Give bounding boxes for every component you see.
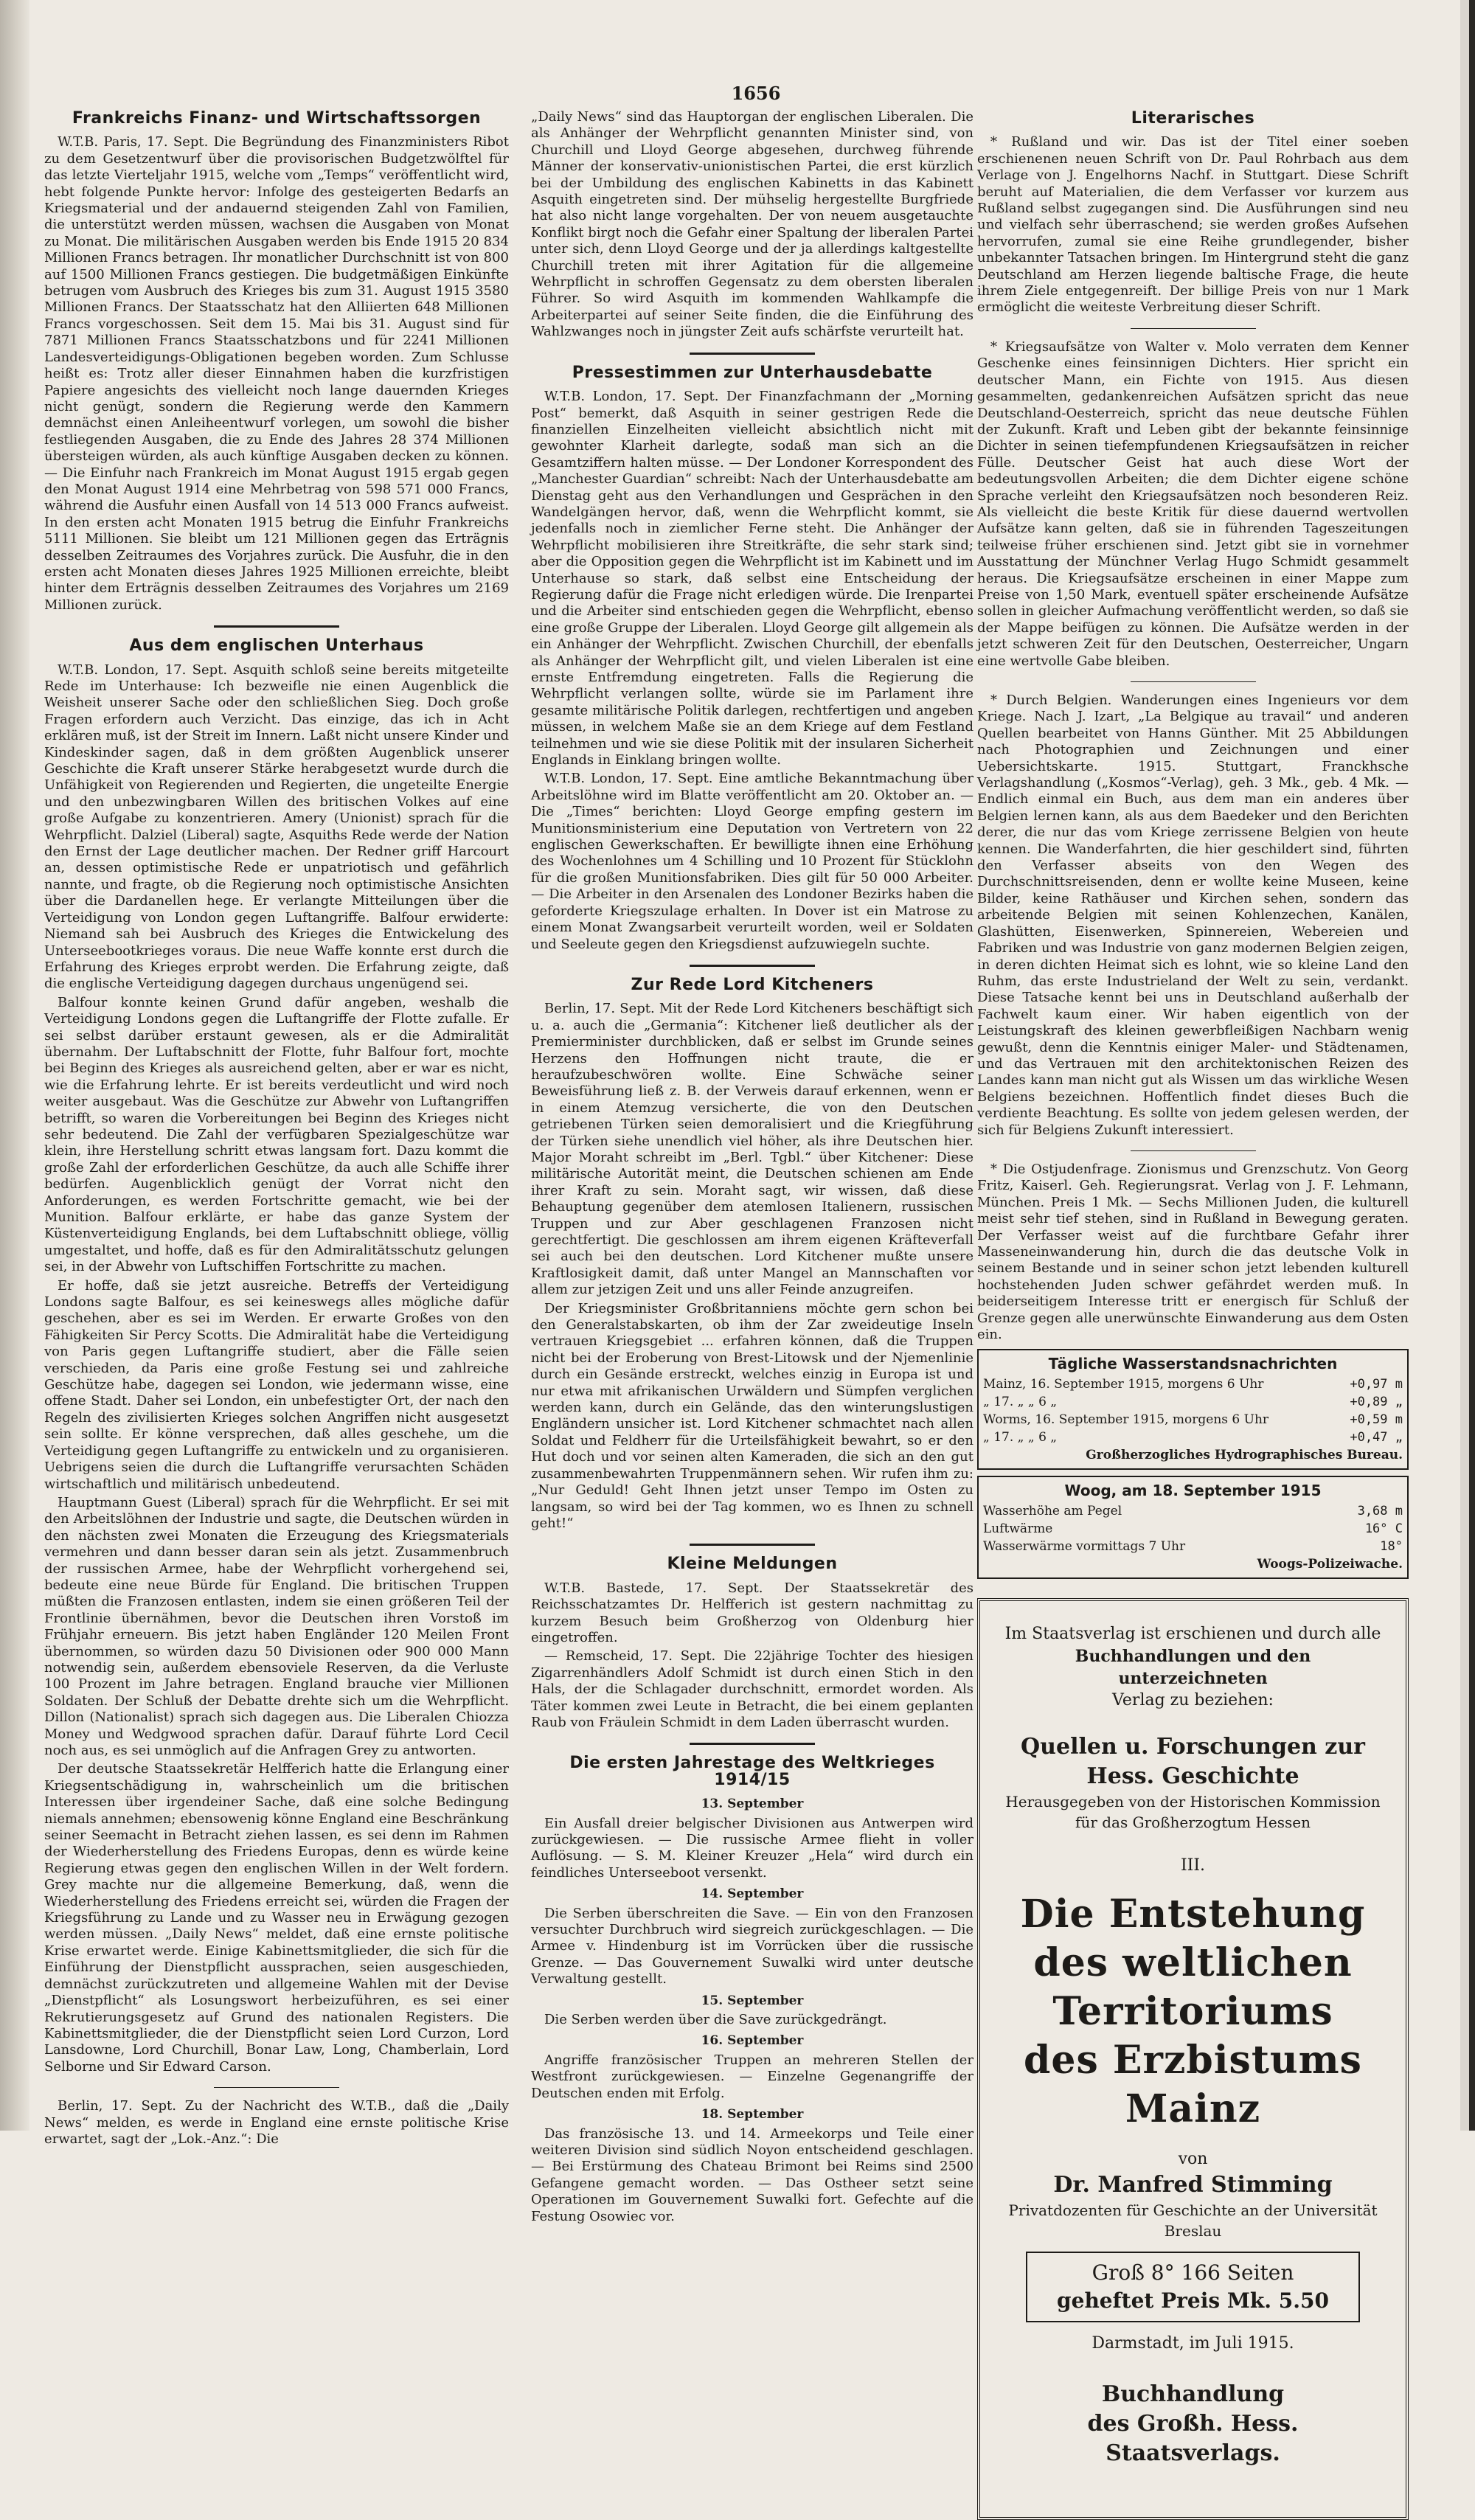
water-level-row	[983, 1375, 1403, 1393]
chronicle-entry: Das französische 13. und 14. Armeekorps und Teile einer weiteren Division sind südlich Noyon entscheidend geschlagen. — Bei Erstürmung des Chateau Brimont bei Reims sind 2500 Gefangene gemacht worden. — Das Ostheer setzt seine Operationen im Gouvernement Suwalki fort. Gefechte auf die Festung Osowiec vor.	[531, 2125, 974, 2224]
ad-price: geheftet Preis Mk. 5.50	[1057, 2288, 1329, 2314]
chronicle-entry: Die Serben überschreiten die Save. — Ein von den Franzosen versuchter Durchbruch wird siegreich zurückgeschlagen. — Die Armee v. Hindenburg ist im Vorrücken über die russische Grenze. — Das Gouvernement Suwalki wird unter deutsche Verwaltung gestellt.	[531, 1905, 974, 1988]
date-heading: 15. September	[701, 1993, 804, 2008]
article-paragraph: Balfour konnte keinen Grund dafür angeben, weshalb die Verteidigung Londons gegen die Luftangriffe der Flotte zufalle. Er sei selbst darüber erstaunt gewesen, als er die Admiralität übernahm. Der Luftabschnitt der Flotte, fuhr Balfour fort, mochte bei Beginn des Krieges als ausreichend gelten, aber er war es nicht, wie die Erfahrung lehrte. Er ist bereits verdeutlicht und wird noch weiter ausgebaut. Was die Geschütze zur Abwehr von Luftangriffen betrifft, so waren die Vorbereitungen bei Beginn des Krieges nicht sehr bedeutend. Die Zahl der verfügbaren Spezialgeschütze war klein, ihre Herstellung schritt etwas langsam fort. Dazu kommt die große Zahl der erforderlichen Geschütze, da auch alle Schiffe ihrer bedürfen. Augenblicklich genügt der Vorrat nicht den Anforderungen, es werden Fortschritte gemacht, wie bei der Munition. Balfour erklärte, er habe das ganze System der Küstenverteidigung Englands, bei dem Luftabschnitt obliege, völlig umgestaltet, und hoffe, daß es für den Admiralitätsschutz gelungen sei, in der Abwehr von Luftschiffen Fortschritte zu machen.	[44, 994, 509, 1275]
ad-place-date: Darmstadt, im Juli 1915.	[1092, 2334, 1294, 2353]
headline-france-finance: Frankreichs Finanz- und Wirtschaftssorgen	[72, 109, 482, 128]
review-paragraph: * Die Ostjudenfrage. Zionismus und Grenzschutz. Von Georg Fritz, Kaiserl. Geh. Regierungsrat. Verlag von J. F. Lehmann, München. Preis 1 Mk. — Sechs Millionen Juden, die kulturell meist sehr tief stehen, sind in Rußland in Bewegung geraten. Der Verfasser weist auf die furchtbare Gefahr ihrer Masseneinwanderung hin, durch die das deutsche Volk in seinem Bestande und in seiner schon jetzt lebenden kulturell hochstehenden Juden schwer gefährdet werden muß. In beiderseitigem Interesse tritt er energisch für Schluß der Grenze gegen alle unerwünschte Einwanderung aus dem Osten ein.	[977, 1161, 1409, 1343]
ad-title: des Erzbistums Mainz	[1024, 2038, 1362, 2132]
ad-series: Quellen u. Forschungen zur Hess. Geschichte	[1021, 1734, 1365, 1790]
water-level-label: Mainz, 16. September 1915, morgens 6 Uhr	[983, 1377, 1264, 1392]
review-paragraph: * Kriegsaufsätze von Walter v. Molo verraten dem Kenner Geschenke eines feinsinnigen Dichters. Hier spricht ein deutscher Mann, ein Fichte von 1915. Aus diesen gesammelten, gedankenreichen Aufsätzen spricht das neue Deutschland-Oesterreich, spricht das neue deutsche Fühlen der Zukunft. Kraft und Leben gibt der bekannte feinsinnige Dichter in seinen tiefempfundenen Kriegsaufsätzen in reicher Fülle. Deutscher Geist hat auch diese Wort der bedeutungsvollen Arbeiten; die dem Dichter eigene schöne Sprache verleiht den Kriegsaufsätzen noch besonderen Reiz. Als vielleicht die beste Kritik für diese dauernd wertvollen Aufsätze kann gelten, daß sie in führenden Tageszeitungen teilweise früher erschienen sind. Jetzt gibt sie in vornehmer Ausstattung der Münchner Verlag Hugo Schmidt gesammelt heraus. Die Kriegsaufsätze erscheinen in einer Mappe zum Preise von 1,50 Mark, eventuell später erscheinende Aufsätze sollen in gleicher Aufmachung veröffentlicht werden, so daß sie der Mappe beifügen zu können. Die Aufsätze werden in der jetzt schweren Zeit für den Deutschen, Oesterreicher, Ungarn eine wertvolle Gabe bleiben.	[977, 339, 1409, 669]
article-paragraph: W.T.B. London, 17. Sept. Asquith schloß seine bereits mitgeteilte Rede im Unterhause: Ich bezweifle nie einen Augenblick die Weisheit unserer Sache oder den schließlichen Sieg. Doch große Fragen erfordern auch Verzicht. Das einzige, das ich in Acht erklären muß, ist der Streit im Innern. Laßt nicht unsere Kinder und Kindeskinder sagen, daß in dem größten Augenblick unserer Geschichte die Kraft unserer Stärke herabgesetzt wurde durch die Unfähigkeit von Regierenden und Regierten, die ungeteilte Energie und den unbezwingbaren Willen des britischen Volkes auf eine große Aufgabe zu konzentrieren. Amery (Unionist) sprach für die Wehrpflicht. Dalziel (Liberal) sagte, Asquiths Rede werde der Nation den Ernst der Lage deutlicher machen. Der Redner griff Harcourt an, dessen optimistische Rede er unpatriotisch und gefährlich nannte, und fragte, ob die Regierung noch optimistische Ansichten über die Dardanellen hege. Er verlangte Mitteilungen über die Verteidigung von London gegen Luftangriffe. Balfour erwiderte: Niemand sah bei Ausbruch des Krieges die Entwickelung des Unterseebootkrieges voraus. Die neue Waffe konnte erst durch die Erfahrung des Krieges erprobt werden. Die Erfahrung zeigte, daß die englische Verteidigung dagegen durchaus ungenügend sei.	[44, 662, 509, 992]
ad-publisher: des Großh. Hess. Staatsverlags.	[1087, 2411, 1299, 2467]
book-advertisement	[977, 1598, 1409, 2520]
page-edge	[1469, 0, 1475, 2131]
woog-label: Wasserwärme vormittags 7 Uhr	[983, 1539, 1186, 1555]
ad-series-sub: Herausgegeben von der Historischen Kommission	[1005, 1793, 1381, 1811]
chronicle-entry: Die Serben werden über die Save zurückgedrängt.	[544, 2012, 887, 2028]
column-left	[44, 103, 509, 2150]
ad-volume: III.	[1180, 1856, 1206, 1875]
article-paragraph: „Daily News“ sind das Hauptorgan der englischen Liberalen. Die als Anhänger der Wehrpflicht genannten Minister sind, von Churchill und Lloyd George abgesehen, durchweg führende Männer der konservativ-unionistischen Partei, die erst kürzlich bei der Umbildung des englischen Kabinetts in das Kabinett Asquith eingetreten sind. Der mühselig hergestellte Burgfriede hat also nicht lange vorgehalten. Der von neuem ausgetauchte Konflikt birgt noch die Gefahr einer Spaltung der liberalen Partei unter sich, denn Lloyd George und der ja allerdings kaltgestellte Churchill treten mit ihrer Agitation für die allgemeine Wehrpflicht in schroffen Gegensatz zu dem obersten liberalen Führer. So wird Asquith im kommenden Wahlkampfe die Arbeiterpartei auf seiner Seite finden, die die Einführung des Wahlzwanges noch in jüngster Zeit aufs schärfste verurteilt hat.	[531, 109, 974, 340]
woog-label: Luftwärme	[983, 1521, 1053, 1537]
review-paragraph: * Durch Belgien. Wanderungen eines Ingenieurs vor dem Kriege. Nach J. Izart, „La Belgique au travail“ und anderen Quellen bearbeitet von Hanns Günther. Mit 25 Abbildungen nach Photographien und Zeichnungen und einer Uebersichtskarte. 1915. Stuttgart, Franckhsche Verlagshandlung („Kosmos“-Verlag), geh. 3 Mk., geb. 4 Mk. — Endlich einmal ein Buch, aus dem man ein anderes über Belgien lernen kann, als aus dem Baedeker und den Berichten derer, die nur das vom Kriege zerrissene Belgien von heute kennen. Die Wanderfahrten, die hier geschildert sind, führten den Verfasser abseits von den Wegen des Durchschnittsreisenden, denn er wollte keine Museen, keine Bilder, keine Rathäuser und Kirchen sehen, sondern das arbeitende Belgien mit seinen Kohlenzechen, Kanälen, Glashütten, Eisenwerken, Spinnereien, Webereien und Fabriken und was Industrie von ganz modernen Belgien zeigen, in deren dichten Heimat sich es lohnt, wie so kleine Land den Ruhm, das erste Industrieland der Welt zu sein, verdankt. Diese Tatsache kennt bei uns in Deutschland außerhalb der Fachwelt kaum einer. Wir haben eigentlich von der Leistungskraft des kleinen gewerbfleißigen Nachbarn wenig gewußt, denn die Kenntnis einiger Maler- und Städtenamen, und das Vertrauen mit den architektonischen Reizen des Landes kann man nicht gut als Wissen um das wirkliche Wesen Belgiens bezeichnen. Hoffentlich findet dieses Buch die verdiente Beachtung. Es sollte von jedem gelesen werden, der sich für Belgiens Zukunft interessiert.	[977, 693, 1409, 1138]
article-paragraph: W.T.B. Bastede, 17. Sept. Der Staatssekretär des Reichsschatzamtes Dr. Helfferich ist gestern nachmittag zu kurzem Besuch beim Großherzog von Oldenburg hier eingetroffen.	[531, 1580, 974, 1645]
article-france-finance: W.T.B. Paris, 17. Sept. Die Begründung des Finanzministers Ribot zu dem Gesetzentwurf über die provisorischen Budgetzwölftel für das letzte Vierteljahr 1915, welche vom „Temps“ veröffentlicht wird, hebt folgende Punkte hervor: Infolge des gesteigerten Bedarfs an Kriegsmaterial und der andauernd steigenden Zahl von Familien, die unterstützt werden müssen, wachsen die Ausgaben von Monat zu Monat. Die militärischen Ausgaben werden bis Ende 1915 20 834 Millionen Francs betragen. Ihr monatlicher Durchschnitt ist von 800 auf 1500 Millionen Francs gestiegen. Die budgetmäßigen Einkünfte betrugen vom Ausbruch des Krieges bis zum 31. August 1915 3580 Millionen Francs. Der Staatsschatz hat den Alliierten 648 Millionen Francs vorgeschossen. Seit dem 15. Mai bis 31. August sind für 7871 Millionen Francs Staatsschatzbons und für 2241 Millionen Landesverteidigungs-Obligationen begeben worden. Zum Schlusse heißt es: Trotz aller dieser Einnahmen haben die kurzfristigen Papiere angesichts des vielleicht noch lange dauernden Krieges nicht genügt, sondern die Regierung werde den Kammern demnächst einen Anleiheentwurf vorlegen, um sowohl die bisher festliegenden Ausgaben, die zu Ende des Jahres 28 374 Millionen übersteigen würden, als auch künftige Ausgaben decken zu können. — Die Einfuhr nach Frankreich im Monat August 1915 ergab gegen den Monat August 1914 eine Mehrbetrag von 598 571 000 Francs, während die Ausfuhr einen Ausfall von 14 513 000 Francs aufweist. In den ersten acht Monaten 1915 betrug die Einfuhr Frankreichs 5111 Millionen. Sie bleibt um 121 Millionen gegen das Erträgnis desselben Zeitraumes des Vorjahres zurück. Die Ausfuhr, die in den ersten acht Monaten dieses Jahres 1925 Millionen erreichte, bleibt hinter dem Erträgnis desselben Zeitraumes des Vorjahres um 2169 Millionen zurück.	[44, 134, 509, 613]
ad-intro: Im Staatsverlag ist erschienen und durch alle	[1004, 1625, 1381, 1644]
section-divider	[214, 2087, 339, 2088]
water-level-row	[983, 1393, 1403, 1411]
ad-author-sub: Privatdozenten für Geschichte an der Universität Breslau	[1008, 2201, 1378, 2240]
woog-value: 3,68 m	[1357, 1504, 1403, 1519]
chronicle-entry: Angriffe französischer Truppen an mehreren Stellen der Westfront zurückgewiesen. — Einzelne Gegenangriffe der Deutschen enden mit Erfolg.	[531, 2052, 974, 2101]
ad-publisher: Buchhandlung	[1101, 2381, 1285, 2408]
section-divider	[690, 1544, 815, 1546]
article-paragraph: Berlin, 17. Sept. Zu der Nachricht des W.T.B., daß die „Daily News“ melden, es werde in England eine ernste politische Krise erwartet, sagt der „Lok.-Anz.“: Die	[44, 2098, 509, 2147]
article-paragraph: Hauptmann Guest (Liberal) sprach für die Wehrpflicht. Er sei mit den Arbeitslöhnen der Industrie und sagte, die Deutschen würden in den nächsten zwei Monaten die Erzeugung des Kriegsmaterials vermehren und dann besser daran sein als jetzt. Zusammenbruch der russischen Armee, habe der Wehrpflicht vorhergehend sei, bedeute eine neue Bürde für England. Die britischen Truppen müßten die Franzosen entlasten, indem sie einen größeren Teil der Frontlinie übernähmen, bevor die Deutschen ihren Vorstoß im Frühjahr erneuern. Bis jetzt haben Engländer 120 Meilen Front übernommen, so würden dazu 50 Divisionen oder 900 000 Mann notwendig sein, außerdem ebensoviele Reserven, da die Verluste 100 Prozent im Jahre betragen. England brauche vier Millionen Soldaten. Der Schluß der Debatte drehte sich um die Wehrpflicht. Dillon (Nationalist) sprach sich dagegen aus. Die Liberalen Chiozza Money und Wedgwood sprachen dafür. Darauf führte Lord Cecil noch aus, es sei unmöglich auf die Anfragen Grey zu antworten.	[44, 1494, 509, 1758]
ad-author: Dr. Manfred Stimming	[1053, 2172, 1333, 2198]
ad-title: des weltlichen Territoriums	[1033, 1940, 1353, 2035]
section-divider	[1131, 681, 1256, 682]
ad-title: Die Entstehung	[1020, 1892, 1366, 1937]
chronicle-entry: Ein Ausfall dreier belgischer Divisionen aus Antwerpen wird zurückgewiesen. — Die russische Armee flieht in voller Auflösung. — S. M. Kleiner Kreuzer „Hela“ wird durch ein feindliches Unterseeboot versenkt.	[531, 1815, 974, 1881]
ad-intro: Buchhandlungen und den unterzeichneten	[1075, 1647, 1311, 1689]
water-level-box	[977, 1349, 1409, 1470]
date-heading: 18. September	[701, 2107, 804, 2122]
woog-label: Wasserhöhe am Pegel	[983, 1504, 1122, 1519]
review-paragraph: * Rußland und wir. Das ist der Titel einer soeben erschienenen neuen Schrift von Dr. Paul Rohrbach aus dem Verlage von J. Engelhorns Nachf. in Stuttgart. Diese Schrift beruht auf Materialien, die dem Verfasser vor kurzem aus Rußland selbst zugegangen sind. Die Ausführungen sind neu und vielfach sehr überraschend; sie werden großes Aufsehen hervorrufen, zumal sie eine Reihe grundlegender, bisher unbekannter Tatsachen bringen. Im Hintergrund steht die ganz Deutschland am Herzen liegende baltische Frage, die heute ihrem Ziele entgegenreift. Der billige Preis von nur 1 Mark ermöglicht die weiteste Verbreitung dieser Schrift.	[977, 134, 1409, 316]
article-paragraph: W.T.B. London, 17. Sept. Eine amtliche Bekanntmachung über Arbeitslöhne wird im Blatte veröffentlicht am 20. Oktober an. — Die „Times“ berichten: Lloyd George empfing gestern im Munitionsministerium eine Deputation von Vertretern von 22 englischen Gewerkschaften. Er bewilligte ihnen eine Erhöhung des Wochenlohnes um 4 Schilling und 10 Prozent für Stücklohn für die großen Munitionsfabriken. Dies gilt für 50 000 Arbeiter. — Die Arbeiter in den Arsenalen des Londoner Bezirks haben die geforderte Kriegszulage erhalten. In Dover ist ein Matrose zu einem Monat Zwangsarbeit verurteilt worden, weil er Soldaten und Seeleute gegen den Kriegsdienst aufzuwiegeln suchte.	[531, 771, 974, 952]
headline-kitchener: Zur Rede Lord Kitcheners	[631, 975, 874, 994]
headline-british-house: Aus dem englischen Unterhaus	[129, 636, 424, 656]
article-paragraph: Er hoffe, daß sie jetzt ausreiche. Betreffs der Verteidigung Londons sagte Balfour, es sei keineswegs alles mögliche dafür geschehen, aber es sei im Werden. Er erwarte Großes von den Fähigkeiten Sir Percy Scotts. Die Admiralität habe die Verteidigung von Paris gegen Luftangriffe studiert, aber die Fälle seien verschieden, da Paris eine große Festung sei und zahlreiche Geschütze habe, dagegen sei London, wie jedermann wisse, eine offene Stadt. Daher sei London, ein unbefestigter Ort, der nach den Regeln des zivilisierten Krieges solchen Angriffen nicht ausgesetzt sein sollte. Er könne versprechen, daß alles geschehe, um die Verteidigung gegen Luftangriffe zu entwickeln und zu organisieren. Uebrigens seien die durch die Luftangriffe verursachten Schäden wirtschaftlich und militärisch unbedeutend.	[44, 1277, 509, 1492]
date-heading: 16. September	[701, 2033, 804, 2049]
ad-format: Groß 8° 166 Seiten	[1092, 2260, 1294, 2285]
binding-gutter	[0, 0, 30, 2131]
water-level-row	[983, 1411, 1403, 1429]
headline-press-voices: Pressestimmen zur Unterhausdebatte	[572, 363, 933, 382]
water-level-row	[983, 1429, 1403, 1446]
water-level-value: +0,89 „	[1350, 1395, 1403, 1410]
section-divider	[690, 965, 815, 967]
water-level-value: +0,47 „	[1350, 1430, 1403, 1445]
headline-literary: Literarisches	[1131, 109, 1255, 128]
water-level-title: Tägliche Wasserstandsnachrichten	[1048, 1355, 1338, 1373]
section-divider	[1131, 1150, 1256, 1151]
water-level-value: +0,97 m	[1350, 1377, 1403, 1392]
article-paragraph: Der Kriegsminister Großbritanniens möchte gern schon bei den Generalstabskarten, ob ihm der Zar zweideutige Inseln vertrauen Kriegsgebiet ... erfahren können, daß die Truppen nicht bei der Eroberung von Brest-Litowsk und der Njemenlinie durch ein Gesände erstreckt, welches einzig in Europa ist und nur etwa mit afrikanischen Urwäldern und Sümpfen verglichen werden kann, durch ein Gelände, das den winterungslustigen Engländern unsicher ist. Lord Kitchener schmachtet nach allen Soldat und Feldherr für die Urteilsfähigkeit bewahrt, so er den Hut doch und vor seinen alten Kameraden, die sich an den gut zusammenbewahrten Truppenmännern sehen. Wir rufen ihm zu: „Nur Geduld! Geht Ihnen jetzt unser Tempo im Osten zu langsam, so wird bei der Tag kommen, wo es Ihnen zu schnell geht!“	[531, 1300, 974, 1531]
headline-short-news: Kleine Meldungen	[667, 1555, 838, 1574]
woog-box	[977, 1476, 1409, 1579]
article-paragraph: Der deutsche Staatssekretär Helfferich hatte die Erlangung einer Kriegsentschädigung in, wahrscheinlich um die britischen Interessen über irgendeiner Sache, daß eine solche Bedingung niemals annehmen; ebensowenig könne England eine Beschränkung seiner Seemacht in Betracht ziehen lassen, es sei denn im Rahmen der Wiederherstellung des Friedens Europas, denn es würde keine Regierung etwas gegen den englischen Willen in der Welt fordern. Grey machte nur die allgemeine Bemerkung, daß, wenn die Wiederherstellung des Friedens erreicht sei, würden die Fragen der Kriegsführung zu Lande und zu Wasser neu in Erwägung gezogen werden müssen. „Daily News“ meldet, daß eine ernste politische Krise erwartet werde. Einige Kabinettsmitglieder, die sich für die Einführung der Dienstpflicht aussprachen, seien ausgeschieden, demnächst zurückzutreten und allgemeine Wahlen mit der Devise „Dienstpflicht“ als Losungswort herbeizuführen, es sei einer Rekrutierungsgesetz auf Grund des nationalen Registers. Die Kabinettsmitglieder, die der Dienstpflicht seien Lord Curzon, Lord Lansdowne, Lord Churchill, Bonar Law, Long, Chamberlain, Lord Selborne und Sir Edward Carson.	[44, 1761, 509, 2075]
woog-source: Woogs-Polizeiwache.	[1257, 1557, 1403, 1572]
article-paragraph: W.T.B. London, 17. Sept. Der Finanzfachmann der „Morning Post“ bemerkt, daß Asquith in seiner gestrigen Rede die finanziellen Einzelheiten vielleicht absichtlich nicht mit gewohnter Klarheit darlegte, sodaß man sich an die Gesamtziffern halten müsse. — Der Londoner Korrespondent des „Manchester Guardian“ schreibt: Nach der Unterhausdebatte am Dienstag geht aus den Verhandlungen und Gesprächen in den Wandelgängen hervor, daß, wenn die Wehrpflicht kommt, sie jedenfalls noch in ziemlicher Ferne steht. Die Anhänger der Wehrpflicht mobilisieren ihre Streitkräfte, die sehr stark sind; aber die Opposition gegen die Wehrpflicht ist im Kabinett und im Unterhause so stark, daß selbst eine Entscheidung der Regierung dafür die Frage nicht erledigen würde. Die Irenpartei und die Arbeiter sind entschieden gegen die Wehrpflicht, ebenso eine große Gruppe der Liberalen. Lloyd George gilt allgemein als ein Anhänger der Wehrpflicht. Zwischen Churchill, der ebenfalls als Anhänger der Wehrpflicht gilt, und vielen Liberalen ist eine ernste Entfremdung eingetreten. Falls die Regierung die Wehrpflicht verlangen sollte, würde sie im Parlament ihre gesamte militärische Politik darlegen, rechtfertigen und angeben müssen, in welchem Maße sie an dem Kriege auf dem Festland teilnehmen und wie sie diese Politik mit der insularen Sicherheit Englands in Einklang bringen wollte.	[531, 389, 974, 768]
article-paragraph: Berlin, 17. Sept. Mit der Rede Lord Kitcheners beschäftigt sich u. a. auch die „Germania“: Kitchener ließ deutlicher als der Premierminister durchblicken, daß er selbst im Grunde seines Herzens den Hoffnungen nicht traute, die er heraufzubeschwören wollte. Eine Schwäche seiner Beweisführung ließ z. B. der Verweis darauf erkennen, wenn er in einem Atemzug versicherte, die von den Deutschen getriebenen Türken seien demoralisiert und die Kriegführung der Türken siehe unendlich viel höher, als ihre Deutschen hier. Major Moraht schreibt im „Berl. Tgbl.“ über Kitchener: Diese militärische Autorität meint, die Deutschen schienen am Ende ihrer Kraft zu sein. Moraht sagt, wir wissen, daß diese Behauptung gegenüber dem atemlosen Italienern, russischen Truppen und zur Aber geschlagenen Franzosen nicht gerechtfertigt. Die geschlossen am ihrem eigenen Kräfteverfall sei auch bei den deutschen. Lord Kitchener mußte unsere Kraftlosigkeit damit, daß unter Mangel an Mannschaften vor allem zur jetzigen Zeit und uns aller Feinde anzugreifen.	[531, 1001, 974, 1298]
water-level-source: Großherzogliches Hydrographisches Bureau.	[1086, 1448, 1403, 1463]
woog-row	[983, 1538, 1403, 1555]
woog-row	[983, 1520, 1403, 1538]
section-divider	[1131, 328, 1256, 329]
date-heading: 13. September	[701, 1797, 804, 1812]
ad-series-sub: für das Großherzogtum Hessen	[1075, 1813, 1311, 1832]
ad-price-box	[1026, 2252, 1360, 2322]
ad-by: von	[1178, 2150, 1208, 2169]
page-number: 1656	[731, 83, 781, 104]
date-heading: 14. September	[701, 1886, 804, 1902]
woog-row	[983, 1502, 1403, 1520]
page-right-margin	[1460, 0, 1469, 2131]
section-divider	[214, 625, 339, 628]
water-level-value: +0,59 m	[1350, 1412, 1403, 1428]
column-middle	[531, 109, 974, 2227]
section-divider	[690, 1743, 815, 1745]
water-level-label: „ 17. „ „ 6 „	[983, 1430, 1058, 1445]
ad-intro: Verlag zu beziehen:	[1112, 1691, 1274, 1710]
section-divider	[690, 353, 815, 355]
water-level-label: „ 17. „ „ 6 „	[983, 1395, 1058, 1410]
water-level-label: Worms, 16. September 1915, morgens 6 Uhr	[983, 1412, 1269, 1428]
column-right	[977, 103, 1409, 2520]
woog-value: 18°	[1380, 1539, 1403, 1555]
woog-value: 16° C	[1364, 1521, 1403, 1537]
article-paragraph: — Remscheid, 17. Sept. Die 22jährige Tochter des hiesigen Zigarrenhändlers Adolf Schmidt ist durch einen Stich in den Hals, der die Schlagader durchschnitt, ermordet worden. Als Täter kommen zwei Leute in Betracht, die bei einem geplanten Raub von Fräulein Schmidt in dem Laden überrascht wurden.	[531, 1648, 974, 1730]
headline-war-anniversary: Die ersten Jahrestage des Weltkrieges 1914/15	[569, 1754, 935, 1789]
woog-title: Woog, am 18. September 1915	[1064, 1482, 1322, 1500]
